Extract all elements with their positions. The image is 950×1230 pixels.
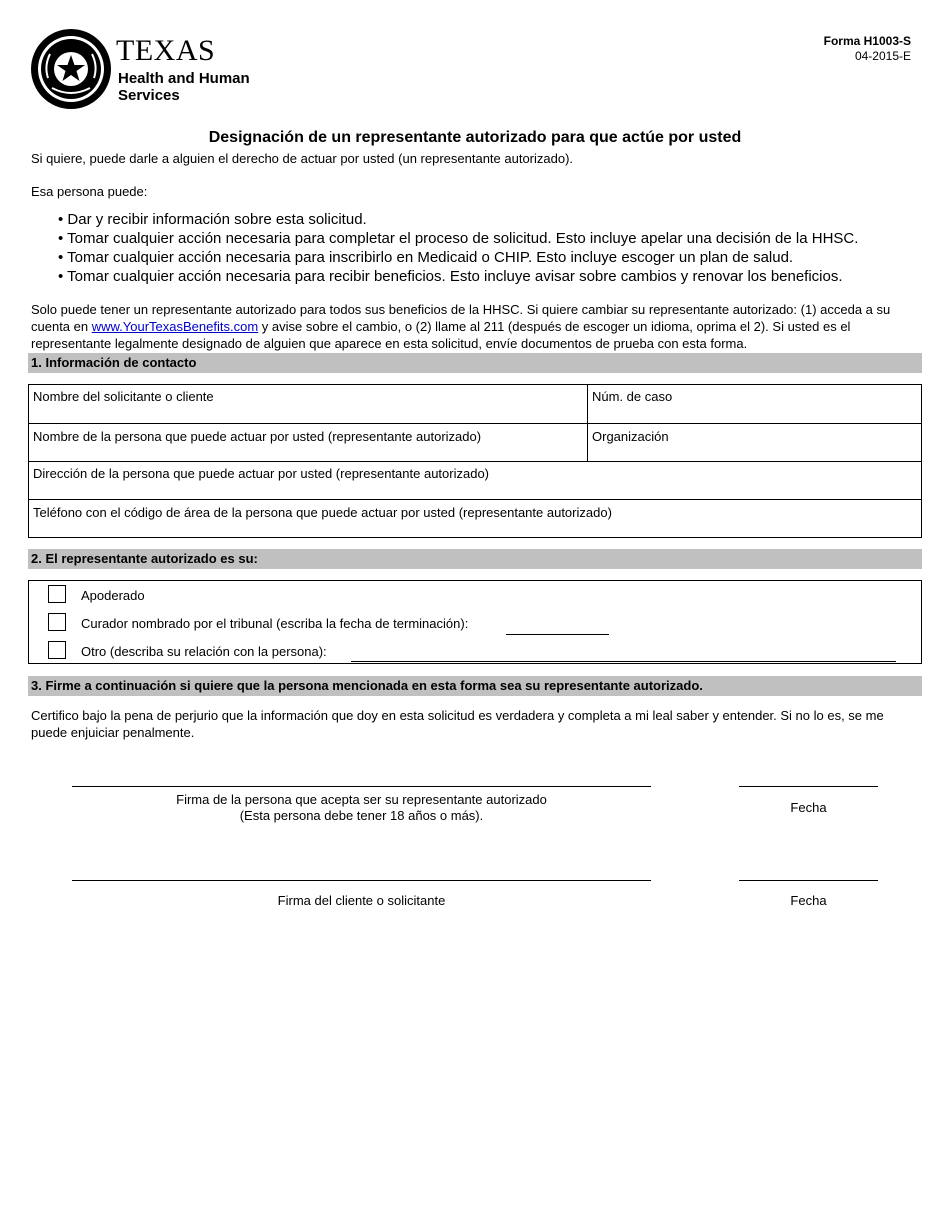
lead-text: Esa persona puede: bbox=[31, 184, 148, 199]
certification-text: Certifico bajo la pena de perjurio que la información que doy en esta solicitud es verdadera y completa a mi leal saber y entender. Si no lo es, se me puede enjuiciar penalmente. bbox=[31, 708, 884, 740]
row-divider bbox=[29, 423, 921, 424]
powers-list bbox=[58, 210, 858, 286]
option-label: Apoderado bbox=[81, 588, 145, 603]
curador-checkbox[interactable] bbox=[48, 613, 66, 631]
organization-field[interactable]: Organización bbox=[592, 429, 669, 444]
client-signature-label: Firma del cliente o solicitante bbox=[277, 893, 446, 908]
list-item: • Tomar cualquier acción necesaria para recibir beneficios. Esto incluye avisar sobre cambios y renovar los beneficios. bbox=[58, 267, 858, 286]
page-title: Designación de un representante autorizado para que actúe por usted bbox=[208, 129, 742, 146]
column-divider bbox=[587, 385, 588, 461]
logo-texas-word: TEXAS bbox=[116, 34, 216, 67]
applicant-name-field[interactable]: Nombre del solicitante o cliente bbox=[33, 389, 214, 404]
rep-signature-label-line-1: Firma de la persona que acepta ser su representante autorizado bbox=[176, 792, 547, 807]
rep-address-field[interactable]: Dirección de la persona que puede actuar por usted (representante autorizado) bbox=[33, 466, 490, 481]
termination-date-field[interactable] bbox=[506, 634, 609, 635]
logo-line-2: Services bbox=[118, 87, 180, 104]
paragraph-part-2: y avise sobre el cambio, o (2) llame al 211 (después de escoger un idioma, oprima el 2). Si usted es el representante legalmente designado de alguien que aparece en esta solicitud, envíe documentos de prueba con esta forma. bbox=[31, 319, 851, 351]
section-3-heading: 3. Firme a continuación si quiere que la persona mencionada en esta forma sea su representante autorizado. bbox=[28, 676, 922, 696]
client-date-line[interactable] bbox=[739, 880, 878, 881]
rep-name-field[interactable]: Nombre de la persona que puede actuar por usted (representante autorizado) bbox=[33, 429, 482, 444]
texas-hhs-logo bbox=[30, 28, 250, 112]
rep-signature-line[interactable] bbox=[72, 786, 651, 787]
relationship-field[interactable] bbox=[351, 661, 896, 662]
logo-line-1: Health and Human bbox=[118, 70, 250, 87]
option-label: Otro (describa su relación con la persona): bbox=[81, 644, 327, 659]
texas-seal-icon bbox=[30, 28, 112, 110]
row-divider bbox=[29, 499, 921, 500]
form-number: Forma H1003-S bbox=[823, 34, 911, 48]
form-date: 04-2015-E bbox=[854, 49, 911, 63]
list-item: • Tomar cualquier acción necesaria para inscribirlo en Medicaid o CHIP. Esto incluye escoger un plan de salud. bbox=[58, 248, 858, 267]
list-item: • Dar y recibir información sobre esta solicitud. bbox=[58, 210, 858, 229]
row-divider bbox=[29, 461, 921, 462]
apoderado-checkbox[interactable] bbox=[48, 585, 66, 603]
paragraph-part-1: Solo puede tener un representante autorizado para todos sus beneficios de la HHSC. Si quiere cambiar su representante autorizado: (1) acceda a su cuenta en bbox=[31, 302, 891, 334]
rep-signature-label-line-2: (Esta persona debe tener 18 años o más). bbox=[239, 808, 484, 823]
rep-date-label: Fecha bbox=[790, 800, 827, 815]
section-1-heading: 1. Información de contacto bbox=[28, 353, 922, 373]
client-signature-line[interactable] bbox=[72, 880, 651, 881]
info-paragraph bbox=[31, 301, 921, 352]
option-label: Curador nombrado por el tribunal (escriba la fecha de terminación): bbox=[81, 616, 469, 631]
case-number-field[interactable]: Núm. de caso bbox=[592, 389, 673, 404]
form-identifier bbox=[824, 34, 911, 64]
rep-date-line[interactable] bbox=[739, 786, 878, 787]
contact-info-table bbox=[28, 384, 922, 538]
section-2-heading: 2. El representante autorizado es su: bbox=[28, 549, 922, 569]
list-item: • Tomar cualquier acción necesaria para completar el proceso de solicitud. Esto incluye apelar una decisión de la HHSC. bbox=[58, 229, 858, 248]
intro-text: Si quiere, puede darle a alguien el derecho de actuar por usted (un representante autorizado). bbox=[31, 151, 574, 166]
rep-signature-label bbox=[72, 792, 651, 824]
benefits-link[interactable]: www.YourTexasBenefits.com bbox=[91, 319, 259, 334]
otro-checkbox[interactable] bbox=[48, 641, 66, 659]
rep-phone-field[interactable]: Teléfono con el código de área de la persona que puede actuar por usted (representante autorizado) bbox=[33, 505, 612, 520]
client-date-label: Fecha bbox=[790, 893, 827, 908]
